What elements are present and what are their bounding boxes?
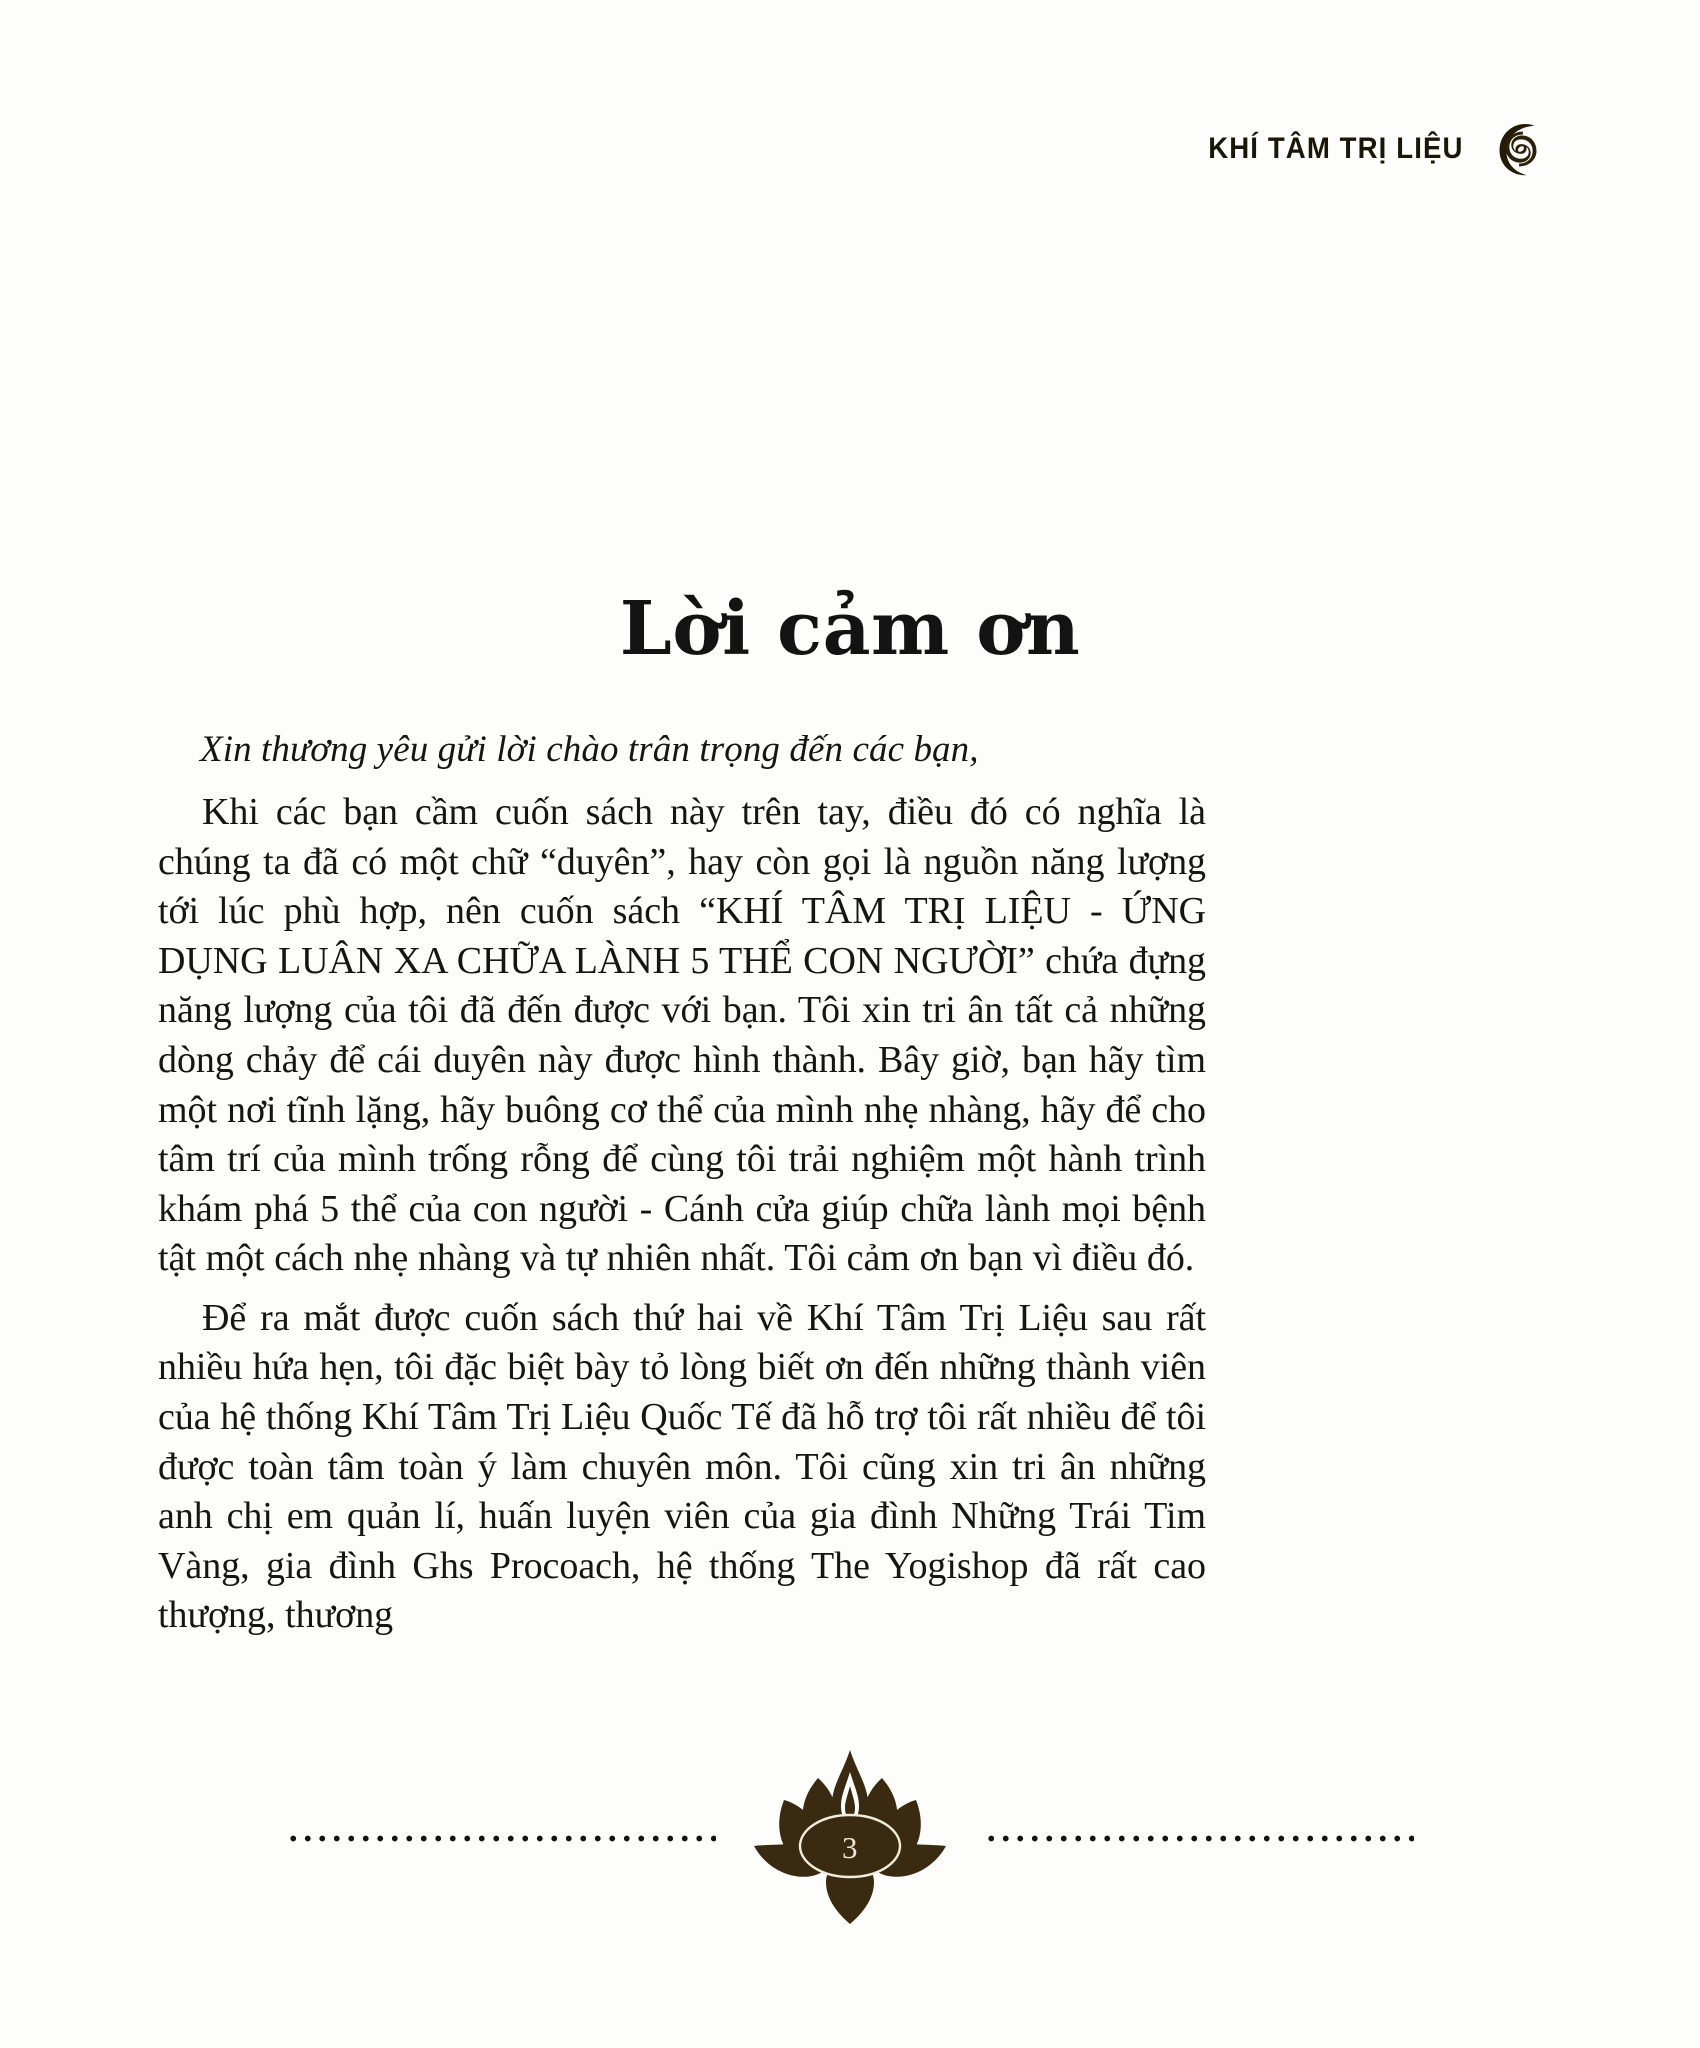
salutation-line: Xin thương yêu gửi lời chào trân trọng đến các bạn, [200, 729, 979, 770]
spiral-yin-yang-icon [1490, 118, 1552, 180]
dotted-rule-left [286, 1835, 716, 1842]
body-text-block [158, 726, 1206, 1641]
paragraph-1: Khi các bạn cầm cuốn sách này trên tay, điều đó có nghĩa là chúng ta đã có một chữ “duyên”, hay còn gọi là nguồn năng lượng tới lúc phù hợp, nên cuốn sách “KHÍ TÂM TRỊ LIỆU - ỨNG DỤNG LUÂN XA CHỮA LÀNH 5 THỂ CON NGƯỜI” chứa đựng năng lượng của tôi đã đến được với bạn. Tôi xin tri ân tất cả những dòng chảy để cái duyên này được hình thành. Bây giờ, bạn hãy tìm một nơi tĩnh lặng, hãy buông cơ thể của mình nhẹ nhàng, hãy để cho tâm trí của mình trống rỗng để cùng tôi trải nghiệm một hành trình khám phá 5 thể của con người - Cánh cửa giúp chữa lành mọi bệnh tật một cách nhẹ nhàng và tự nhiên nhất. Tôi cảm ơn bạn vì điều đó. [158, 791, 1206, 1280]
running-header-title: KHÍ TÂM TRỊ LIỆU [1208, 132, 1464, 165]
paragraph-2: Để ra mắt được cuốn sách thứ hai về Khí Tâm Trị Liệu sau rất nhiều hứa hẹn, tôi đặc biệt bày tỏ lòng biết ơn đến những thành viên của hệ thống Khí Tâm Trị Liệu Quốc Tế đã hỗ trợ tôi rất nhiều để tôi được toàn tâm toàn ý làm chuyên môn. Tôi cũng xin tri ân những anh chị em quản lí, huấn luyện viên của gia đình Những Trái Tim Vàng, gia đình Ghs Procoach, hệ thống The Yogishop đã rất cao thượng, thương [158, 1296, 1207, 1637]
dotted-rule-right [984, 1835, 1414, 1842]
lotus-ornament-icon [742, 1742, 958, 1928]
running-header [1186, 118, 1552, 180]
page-footer [140, 1740, 1560, 1930]
page-number: 3 [842, 1830, 858, 1865]
page-title: Lời cảm ơn [619, 585, 1081, 672]
